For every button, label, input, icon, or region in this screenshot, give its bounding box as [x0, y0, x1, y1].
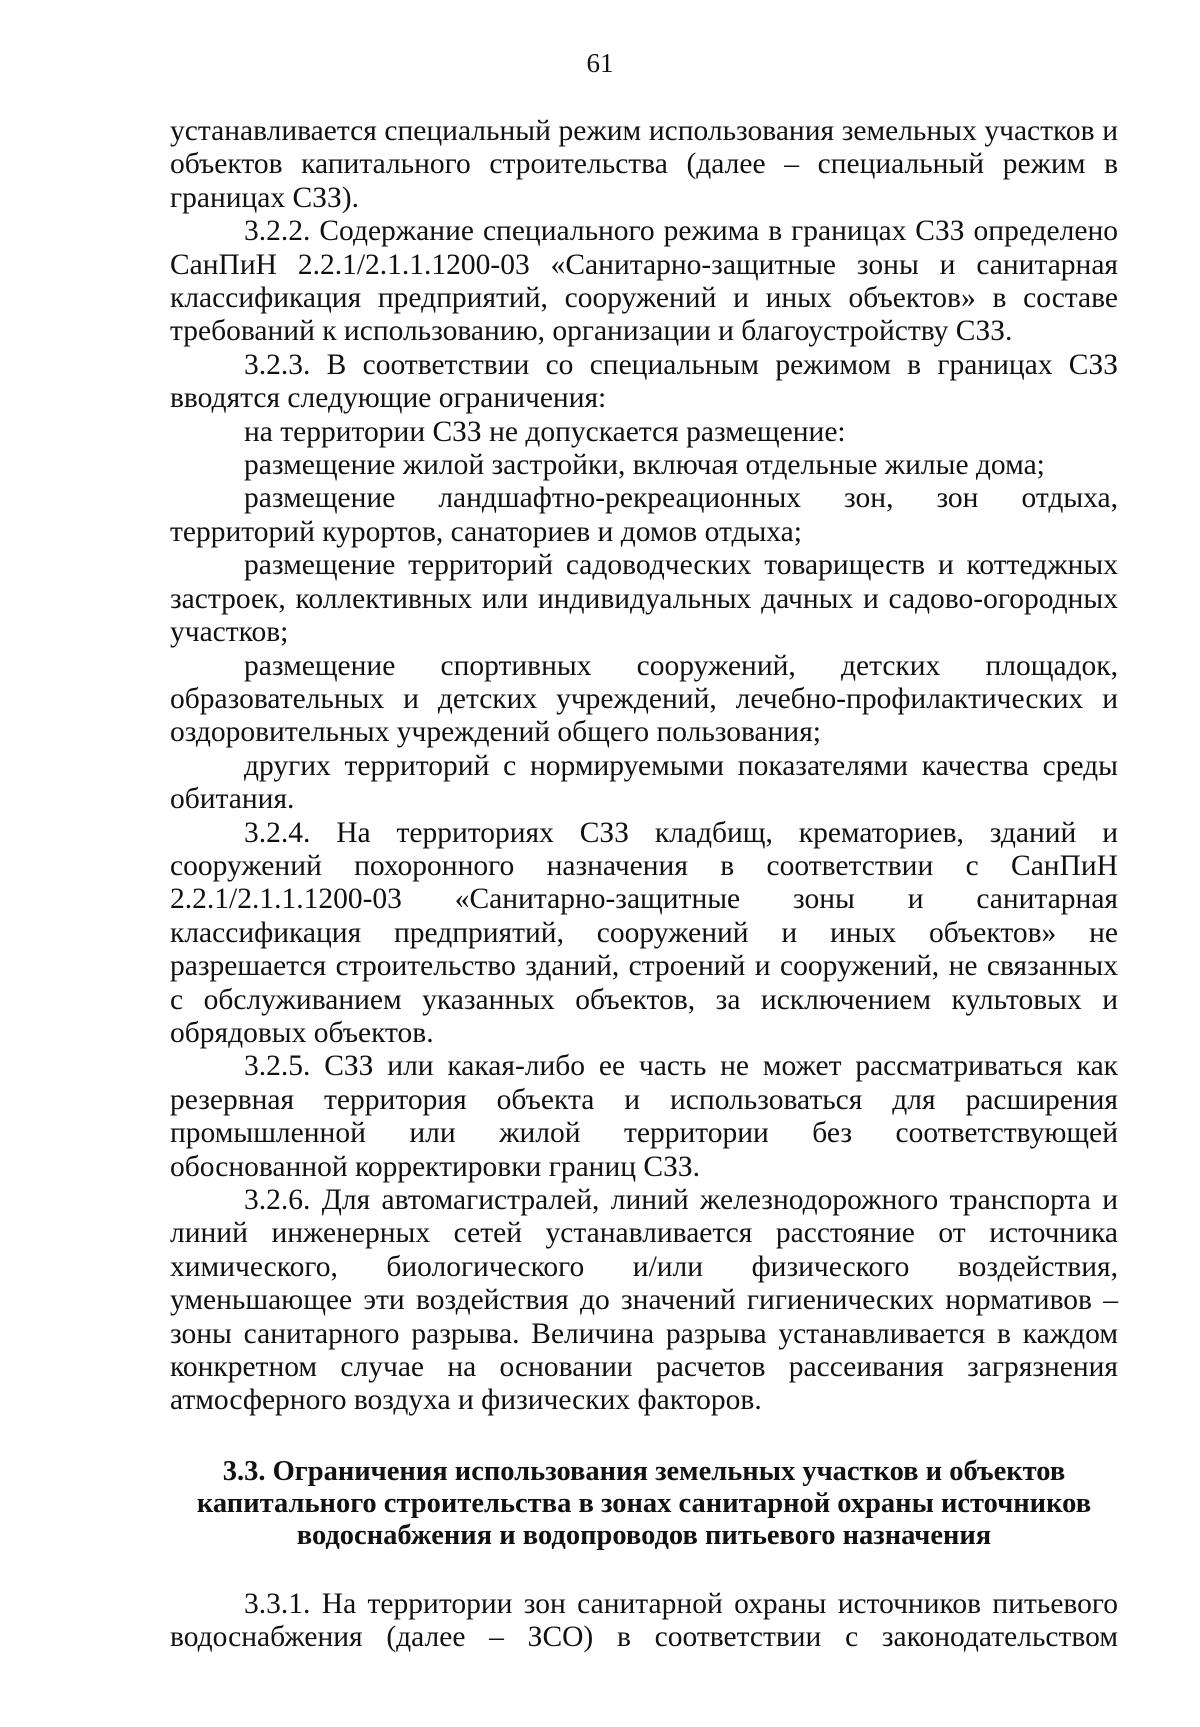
restriction-item-3: размещение территорий садоводческих товариществ и коттеджных застроек, коллективных или индивидуальных дачных и садово-огородных участков;	[170, 549, 1118, 649]
section-heading-3-3	[170, 1456, 1118, 1552]
restriction-item-4: размещение спортивных сооружений, детских площадок, образовательных и детских учреждений, лечебно-профилактических и оздоровительных учреждений общего пользования;	[170, 649, 1118, 749]
paragraphs-before-heading	[170, 115, 1118, 1418]
restriction-item-1: размещение жилой застройки, включая отдельные жилые дома;	[244, 449, 1045, 482]
paragraphs-after-heading	[170, 1588, 1118, 1655]
restriction-intro: на территории СЗЗ не допускается размещение:	[244, 415, 846, 448]
paragraph-3-2-4: 3.2.4. На территориях СЗЗ кладбищ, крематориев, зданий и сооружений похоронного назначения в соответствии с СанПиН 2.2.1/2.1.1.1200-03 «Санитарно-защитные зоны и санитарная классификация предприятий, сооружений и иных объектов» не разрешается строительство зданий, строений и сооружений, не связанных с обслуживанием указанных объектов, за исключением культовых и обрядовых объектов.	[170, 816, 1118, 1049]
restriction-item-5: других территорий с нормируемыми показателями качества среды обитания.	[170, 749, 1118, 816]
page-number: 61	[586, 48, 614, 78]
restriction-item-2: размещение ландшафтно-рекреационных зон, зон отдыха, территорий курортов, санаториев и домов отдыха;	[170, 482, 1118, 548]
section-heading-line: капитального строительства в зонах санитарной охраны источников	[196, 1487, 1092, 1519]
paragraph-3-2-3: 3.2.3. В соответствии со специальным режимом в границах СЗЗ вводятся следующие ограничения:	[170, 348, 1118, 415]
paragraph-continuation: устанавливается специальный режим использования земельных участков и объектов капитального строительства (далее – специальный режим в границах СЗЗ).	[170, 115, 1118, 214]
paragraph-3-3-1: 3.3.1. На территории зон санитарной охраны источников питьевого водоснабжения (далее – ЗСО) в соответствии с законодательством	[170, 1587, 1118, 1654]
paragraph-3-2-5: 3.2.5. СЗЗ или какая-либо ее часть не может рассматриваться как резервная территория объекта и использоваться для расширения промышленной или жилой территории без соответствующей обоснованной корректировки границ СЗЗ.	[170, 1050, 1118, 1183]
document-body	[170, 115, 1118, 1655]
section-heading-line: водоснабжения и водопроводов питьевого назначения	[296, 1519, 992, 1551]
section-heading-line: 3.3. Ограничения использования земельных участков и объектов	[222, 1455, 1066, 1487]
paragraph-3-2-2: 3.2.2. Содержание специального режима в границах СЗЗ определено СанПиН 2.2.1/2.1.1.1200-03 «Санитарно-защитные зоны и санитарная классификация предприятий, сооружений и иных объектов» в составе требований к использованию, организации и благоустройству СЗЗ.	[170, 215, 1118, 348]
paragraph-3-2-6: 3.2.6. Для автомагистралей, линий железнодорожного транспорта и линий инженерных сетей устанавливается расстояние от источника химического, биологического и/или физического воздействия, уменьшающее эти воздействия до значений гигиенических нормативов – зоны санитарного разрыва. Величина разрыва устанавливается в каждом конкретном случае на основании расчетов рассеивания загрязнения атмосферного воздуха и физических факторов.	[170, 1184, 1118, 1417]
